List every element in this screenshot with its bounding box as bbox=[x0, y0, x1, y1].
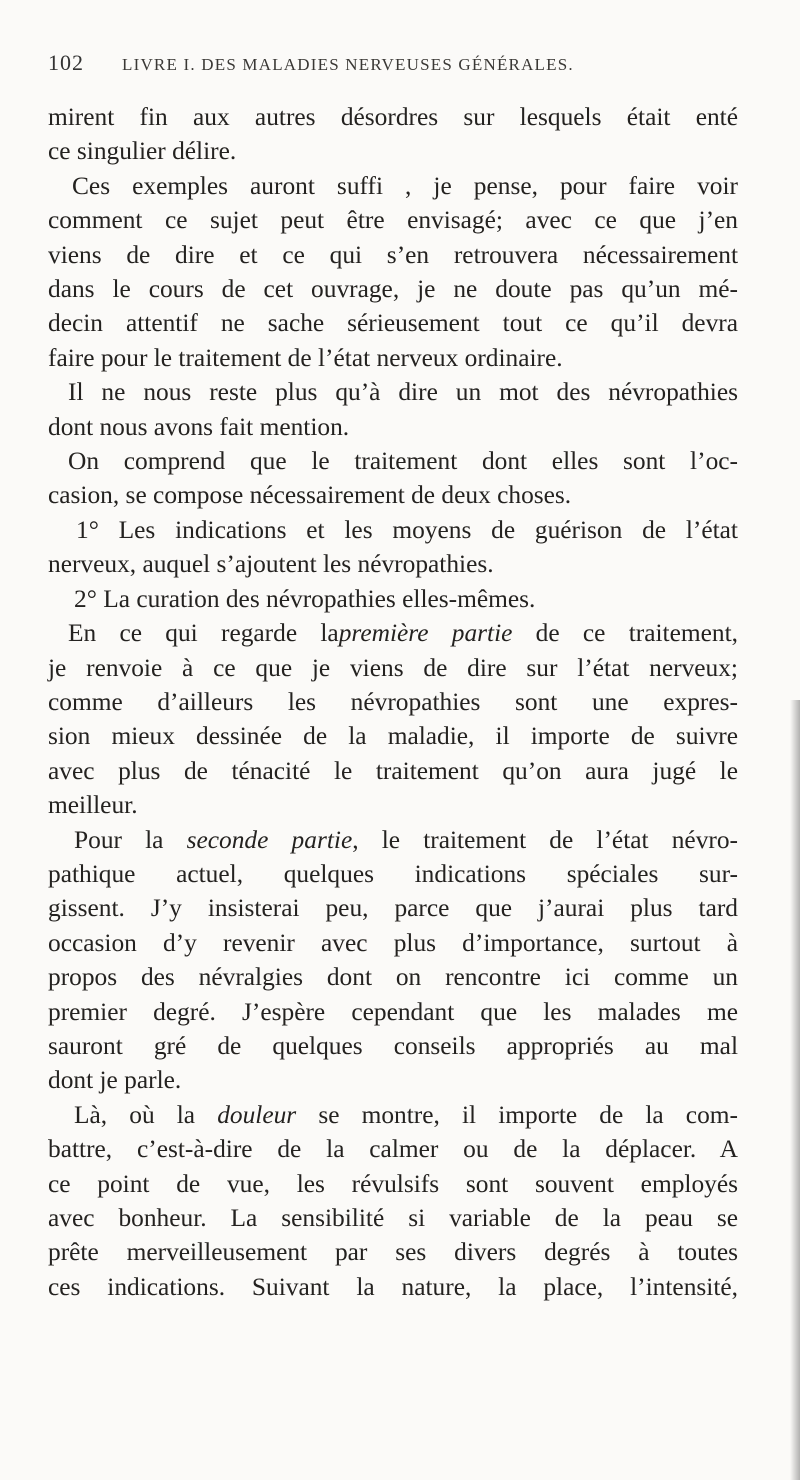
paragraph-5 bbox=[48, 513, 738, 582]
emphasis: seconde partie bbox=[186, 825, 353, 854]
text-line: occasion d’y revenir avec plus d’importance, surtout à bbox=[48, 928, 738, 957]
text-line bbox=[48, 823, 738, 857]
paragraph-1 bbox=[48, 100, 738, 169]
text-line: premier degré. J’espère cependant que les malades me bbox=[48, 997, 738, 1026]
text-line: nerveux, auquel s’ajoutent les névropathies. bbox=[48, 550, 494, 579]
emphasis: première partie bbox=[338, 619, 513, 648]
text-line: viens de dire et ce qui s’en retrouvera nécessairement bbox=[48, 240, 738, 269]
text-line: comme d’ailleurs les névropathies sont une expres- bbox=[48, 687, 738, 716]
text-line: meilleur. bbox=[48, 791, 138, 820]
text-line: sion mieux dessinée de la maladie, il importe de suivre bbox=[48, 722, 738, 751]
text-line: decin attentif ne sache sérieusement tout ce qu’il devra bbox=[48, 309, 738, 338]
text-segment: Là, où la bbox=[74, 1100, 196, 1129]
text-segment: de ce traitement, bbox=[512, 619, 738, 648]
body-text bbox=[48, 100, 738, 1304]
text-line: gissent. J’y insisterai peu, parce que j’aurai plus tard bbox=[48, 894, 738, 923]
text-line: propos des névralgies dont on rencontre ici comme un bbox=[48, 963, 738, 992]
text-line: pathique actuel, quelques indications spéciales sur- bbox=[48, 859, 738, 888]
running-title: LIVRE I. DES MALADIES NERVEUSES GÉNÉRALES. bbox=[122, 55, 574, 74]
text-line: prête merveilleusement par ses divers degrés à toutes bbox=[48, 1238, 738, 1267]
text-line: mirent fin aux autres désordres sur lesquels était enté bbox=[48, 103, 738, 131]
text-line: 1° Les indications et les moyens de guérison de l’état bbox=[76, 515, 738, 544]
text-line: dont nous avons fait mention. bbox=[48, 412, 350, 441]
paragraph-6 bbox=[48, 582, 738, 616]
text-line: faire pour le traitement de l’état nerveux ordinaire. bbox=[48, 343, 563, 372]
paragraph-7 bbox=[48, 616, 738, 822]
text-line bbox=[48, 1098, 738, 1132]
text-segment: se montre, il importe de la com- bbox=[296, 1100, 738, 1129]
paragraph-2 bbox=[48, 169, 738, 375]
text-segment: , le traitement de l’état névro- bbox=[352, 825, 738, 854]
text-line bbox=[48, 616, 738, 650]
page-header bbox=[48, 50, 748, 90]
paragraph-4 bbox=[48, 444, 738, 513]
text-line: battre, c’est-à-dire de la calmer ou de la déplacer. A bbox=[48, 1135, 738, 1164]
text-line: avec bonheur. La sensibilité si variable de la peau se bbox=[48, 1204, 738, 1232]
text-line: Il ne nous reste plus qu’à dire un mot des névropathies bbox=[68, 378, 738, 407]
text-line: Ces exemples auront suffi , je pense, pour faire voir bbox=[72, 171, 738, 200]
text-line: avec plus de ténacité le traitement qu’on aura jugé le bbox=[48, 756, 738, 785]
text-line: ces indications. Suivant la nature, la place, l’intensité, bbox=[48, 1272, 738, 1301]
text-line: je renvoie à ce que je viens de dire sur l’état nerveux; bbox=[48, 653, 738, 682]
text-line: casion, se compose nécessairement de deux choses. bbox=[48, 481, 572, 510]
paragraph-3 bbox=[48, 375, 738, 444]
text-line: dont je parle. bbox=[48, 1066, 182, 1095]
text-line: ce singulier délire. bbox=[48, 137, 237, 166]
paragraph-9 bbox=[48, 1098, 738, 1304]
page-edge-shadow bbox=[790, 700, 800, 1480]
text-line: comment ce sujet peut être envisagé; avec ce que j’en bbox=[48, 206, 738, 235]
text-segment: En ce qui regarde la bbox=[68, 619, 339, 648]
text-line: 2° La curation des névropathies elles-mêmes. bbox=[74, 584, 536, 613]
text-line: ce point de vue, les révulsifs sont souvent employés bbox=[48, 1169, 738, 1198]
emphasis: douleur bbox=[217, 1100, 297, 1129]
paragraph-8 bbox=[48, 823, 738, 1098]
text-line: dans le cours de cet ouvrage, je ne doute pas qu’un mé- bbox=[48, 275, 738, 304]
text-line: On comprend que le traitement dont elles sont l’oc- bbox=[68, 447, 738, 476]
text-segment: Pour la bbox=[74, 825, 164, 854]
text-line: sauront gré de quelques conseils appropriés au mal bbox=[48, 1031, 738, 1060]
page-number: 102 bbox=[48, 50, 84, 75]
